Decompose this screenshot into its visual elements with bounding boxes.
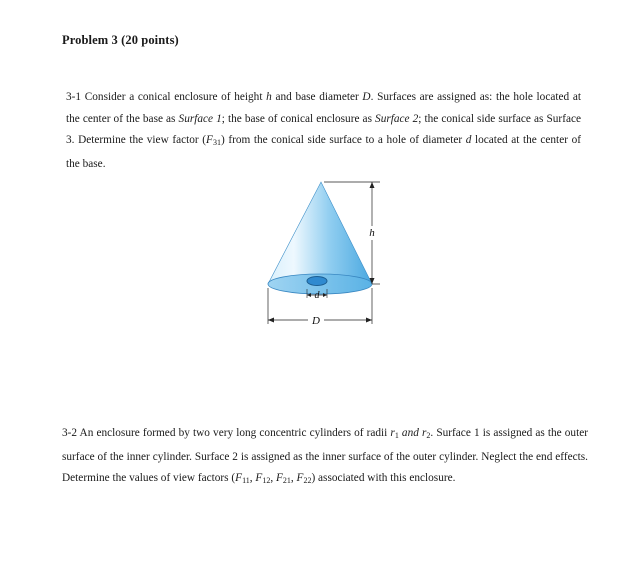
- cone-figure: [262, 176, 392, 326]
- label-d: d: [314, 290, 320, 301]
- problem-3-2-text: 3-2 An enclosure formed by two very long concentric cylinders of radii $r_1$ and $r_2$. Surface 1 is assigned as the outer surface of the inner cylinder. Surface 2 is assigned as the inner surface of the outer cylinder. Neglect the end effects. Determine the values of view factors ($F_{11}$, $F_{12}$, $F_{21}$, $F_{22}$) associated with this enclosure.: [62, 427, 588, 485]
- problem-3-1-text: 3-1 Consider a conical enclosure of height h and base diameter D. Surfaces are assigned as: the hole located at the center of the base as Surface 1; the base of conical enclosure as Surface 2; the conical side surface as Surface 3. Determine the view factor $(F_{31})$ from the conical side surface to a hole of diameter d located at the center of the base.: [66, 91, 581, 170]
- cone-side-surface: [268, 182, 372, 284]
- label-h: h: [369, 227, 375, 239]
- label-D: D: [312, 315, 320, 326]
- problem-title: Problem 3 (20 points): [62, 33, 179, 47]
- base-hole: [307, 277, 327, 286]
